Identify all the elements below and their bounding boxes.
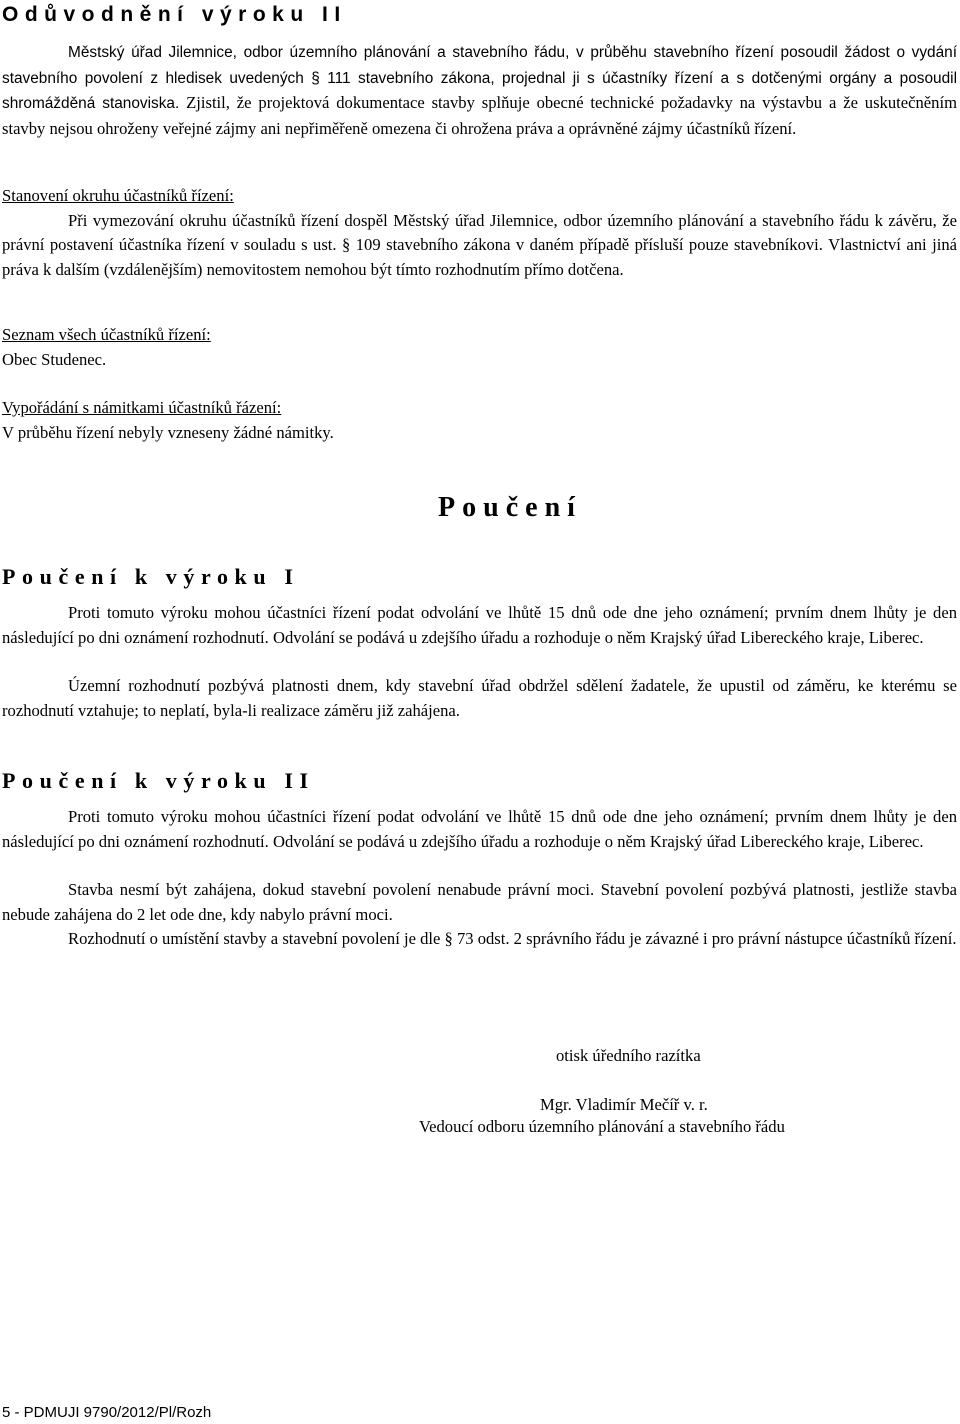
stamp-note: otisk úředního razítka [556,1046,701,1065]
pouceni-i-paragraph-2: Územní rozhodnutí pozbývá platnosti dnem, kdy stavební úřad obdržel sdělení žadatele, že upustil od záměru, ke kterému se rozhodnutí vztahuje; to neplatí, byla-li realizace záměru již zahájena. [2,676,957,720]
document-footer: 5 - PDMUJI 9790/2012/Pl/Rozh [2,1404,212,1421]
pouceni-ii-paragraph-1: Proti tomuto výroku mohou účastníci řízení podat odvolání ve lhůtě 15 dnů ode dne jeho oznámení; prvním dnem lhůty je den následující po dni oznámení rozhodnutí. Odvolání se podává u zdejšího úřadu a rozhoduje o něm Krajský úřad Libereckého kraje, Liberec. [2,807,957,851]
signatory-title: Vedoucí odboru územního plánování a stavebního řádu [419,1117,785,1136]
stanoveni-section [2,184,957,282]
seznam-section [2,323,957,372]
vyporadani-section [2,396,957,445]
oduvodneni-paragraph-part2: Zjistil, že projektová dokumentace stavby splňuje obecné technické požadavky na výstavbu a že uskutečněním stavby nejsou ohroženy veřejné zájmy ani nepřiměřeně omezena či ohrožena práva a oprávněné zájmy účastníků řízení. [2,93,957,138]
heading-pouceni-k-vyroku-ii: Poučení k výroku II [2,768,315,793]
pouceni-ii-paragraph-3: Rozhodnutí o umístění stavby a stavební povolení je dle § 73 odst. 2 správního řádu je závazné i pro právní nástupce účastníků řízení. [68,929,957,948]
pouceni-ii-paragraph-2: Stavba nesmí být zahájena, dokud stavební povolení nenabude právní moci. Stavební povolení pozbývá platnosti, jestliže stavba nebude zahájena do 2 let ode dne, kdy nabylo právní moci. [2,880,957,924]
pouceni-i-paragraph-1: Proti tomuto výroku mohou účastníci řízení podat odvolání ve lhůtě 15 dnů ode dne jeho oznámení; prvním dnem lhůty je den následující po dni oznámení rozhodnutí. Odvolání se podává u zdejšího úřadu a rozhoduje o něm Krajský úřad Libereckého kraje, Liberec. [2,603,957,647]
oduvodneni-paragraph [2,40,957,141]
vyporadani-text: V průběhu řízení nebyly vzneseny žádné námitky. [2,422,334,442]
heading-pouceni: Poučení [438,492,582,523]
stanoveni-text: Při vymezování okruhu účastníků řízení dospěl Městský úřad Jilemnice, odbor územního plánování a stavebního řádu k závěru, že právní postavení účastníka řízení v souladu s ust. § 109 stavebního zákona v daném případě přísluší pouze stavebníkovi. Vlastnictví ani jiná práva k dalším (vzdálenějším) nemovitostem nemohou být tímto rozhodnutím přímo dotčena. [2,210,957,279]
seznam-text: Obec Studenec. [2,349,107,369]
oduvodneni-paragraph-part1: Městský úřad Jilemnice, odbor územního plánování a stavebního řádu, v průběhu stavebního řízení posoudil žádost o vydání stavebního povolení z hledisek uvedených § 111 stavebního zákona, projednal ji s účastníky řízení a s dotčenými orgány a posoudil shromážděná stanoviska. [2,44,957,112]
seznam-label: Seznam všech účastníků řízení: [2,325,211,344]
heading-oduvodneni-vyroku-ii: Odůvodnění výroku II [2,3,347,26]
heading-pouceni-k-vyroku-i: Poučení k výroku I [2,564,300,589]
signatory-name: Mgr. Vladimír Mečíř v. r. [540,1095,708,1114]
vyporadani-label: Vypořádání s námitkami účastníků řázení: [2,398,282,417]
stanoveni-label: Stanovení okruhu účastníků řízení: [2,186,234,205]
